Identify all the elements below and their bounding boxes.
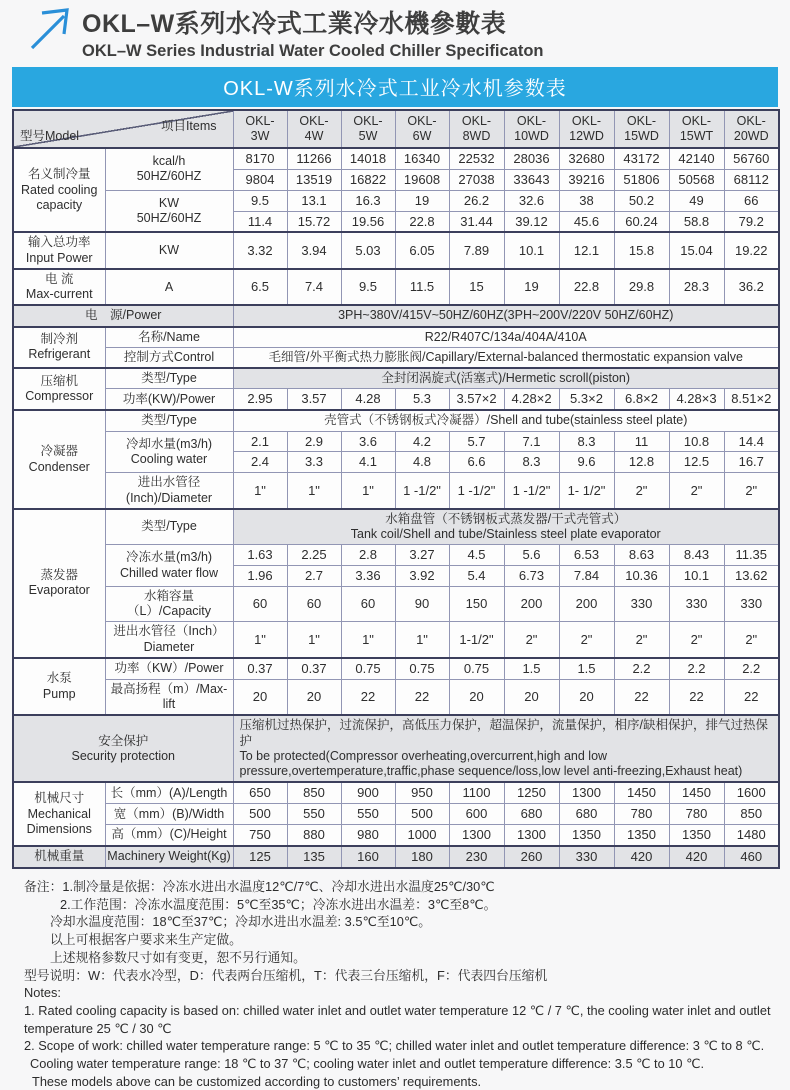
model-header-row xyxy=(13,110,779,148)
value-cell: 2" xyxy=(614,622,669,658)
value-cell: 13.62 xyxy=(724,566,779,587)
value-cell: 1350 xyxy=(614,825,669,846)
span-value-cell: 壳管式（不锈钢板式冷凝器）/Shell and tube(stainless steel plate) xyxy=(233,410,779,431)
value-cell: 3.6 xyxy=(341,431,395,452)
value-cell: 39.12 xyxy=(504,211,559,232)
value-cell: 3.32 xyxy=(233,232,287,269)
note-line: 型号说明：W：代表水冷型，D：代表两台压缩机，T：代表三台压缩机，F：代表四台压缩机 xyxy=(24,967,548,983)
value-cell: 16.3 xyxy=(341,190,395,211)
value-cell: 22 xyxy=(341,679,395,715)
value-cell: 60 xyxy=(341,586,395,622)
value-cell: 1480 xyxy=(724,825,779,846)
table-row xyxy=(13,368,779,389)
value-cell: 20 xyxy=(449,679,504,715)
value-cell: 16.7 xyxy=(724,452,779,473)
value-cell: 3.36 xyxy=(341,566,395,587)
value-cell: 11 xyxy=(614,431,669,452)
table-row xyxy=(13,327,779,348)
value-cell: 750 xyxy=(233,825,287,846)
spec-table xyxy=(12,109,780,869)
group-label-cell: 电 流 Max-current xyxy=(13,269,105,306)
value-cell: 1" xyxy=(341,622,395,658)
value-cell: 33643 xyxy=(504,169,559,190)
value-cell: 22 xyxy=(614,679,669,715)
table-row xyxy=(13,545,779,566)
value-cell: 43172 xyxy=(614,148,669,169)
value-cell: 28.3 xyxy=(669,269,724,306)
value-cell: 1 -1/2" xyxy=(449,473,504,509)
value-cell: 3.3 xyxy=(287,452,341,473)
value-cell: 500 xyxy=(395,804,449,825)
value-cell: 9.5 xyxy=(341,269,395,306)
table-row xyxy=(13,622,779,658)
value-cell: 1450 xyxy=(614,782,669,803)
group-label-cell: 压缩机 Compressor xyxy=(13,368,105,410)
value-cell: 68112 xyxy=(724,169,779,190)
value-cell: 39216 xyxy=(559,169,614,190)
note-line: 备注：1.制冷量是依据：冷冻水进出水温度12℃/7℃、冷却水进出水温度25℃/30℃ xyxy=(24,878,495,894)
value-cell: 60 xyxy=(287,586,341,622)
value-cell: 1- 1/2" xyxy=(559,473,614,509)
item-label-cell: KW 50HZ/60HZ xyxy=(105,190,233,232)
value-cell: 150 xyxy=(449,586,504,622)
item-label-cell: A xyxy=(105,269,233,306)
value-cell: 4.28 xyxy=(341,389,395,410)
value-cell: 31.44 xyxy=(449,211,504,232)
item-label-cell: 冷冻水量(m3/h) Chilled water flow xyxy=(105,545,233,587)
value-cell: 5.03 xyxy=(341,232,395,269)
span-value-cell: 水箱盘管（不锈钢板式蒸发器/干式壳管式） Tank coil/Shell and tube/Stainless steel plate evaporator xyxy=(233,509,779,545)
value-cell: 1350 xyxy=(559,825,614,846)
value-cell: 19.56 xyxy=(341,211,395,232)
model-header-cell: OKL- 15WD xyxy=(614,110,669,148)
notes-section xyxy=(24,878,790,1090)
value-cell: 15.04 xyxy=(669,232,724,269)
value-cell: 8.3 xyxy=(559,431,614,452)
value-cell: 4.28×3 xyxy=(669,389,724,410)
value-cell: 2.8 xyxy=(341,545,395,566)
value-cell: 11.5 xyxy=(395,269,449,306)
model-header-cell: OKL- 8WD xyxy=(449,110,504,148)
model-axis-label: 型号Model xyxy=(20,128,80,143)
value-cell: 14.4 xyxy=(724,431,779,452)
value-cell: 460 xyxy=(724,846,779,868)
value-cell: 2" xyxy=(559,622,614,658)
item-label-cell: 冷却水量(m3/h) Cooling water xyxy=(105,431,233,473)
value-cell: 1350 xyxy=(669,825,724,846)
value-cell: 3.92 xyxy=(395,566,449,587)
value-cell: 7.4 xyxy=(287,269,341,306)
value-cell: 19.22 xyxy=(724,232,779,269)
value-cell: 79.2 xyxy=(724,211,779,232)
value-cell: 6.5 xyxy=(233,269,287,306)
value-cell: 600 xyxy=(449,804,504,825)
value-cell: 14018 xyxy=(341,148,395,169)
value-cell: 50568 xyxy=(669,169,724,190)
value-cell: 13.1 xyxy=(287,190,341,211)
value-cell: 66 xyxy=(724,190,779,211)
value-cell: 1300 xyxy=(449,825,504,846)
table-row xyxy=(13,269,779,306)
page-subtitle: OKL–W Series Industrial Water Cooled Chiller Specificaton xyxy=(82,42,544,60)
value-cell: 0.75 xyxy=(395,658,449,679)
value-cell: 4.28×2 xyxy=(504,389,559,410)
note-line: 以上可根据客户要求来生产定做。 xyxy=(50,932,242,948)
group-label-cell: 蒸发器 Evaporator xyxy=(13,509,105,658)
span-value-cell: 全封闭涡旋式(活塞式)/Hermetic scroll(piston) xyxy=(233,368,779,389)
value-cell: 0.75 xyxy=(341,658,395,679)
value-cell: 22 xyxy=(724,679,779,715)
model-header-cell: OKL- 5W xyxy=(341,110,395,148)
value-cell: 1 -1/2" xyxy=(395,473,449,509)
item-label-cell: 最高扬程（m）/Max-lift xyxy=(105,679,233,715)
value-cell: 850 xyxy=(287,782,341,803)
table-row xyxy=(13,232,779,269)
value-cell: 1450 xyxy=(669,782,724,803)
value-cell: 1-1/2" xyxy=(449,622,504,658)
value-cell: 1000 xyxy=(395,825,449,846)
value-cell: 2.95 xyxy=(233,389,287,410)
value-cell: 4.2 xyxy=(395,431,449,452)
value-cell: 22 xyxy=(395,679,449,715)
model-header-cell: OKL- 20WD xyxy=(724,110,779,148)
value-cell: 6.8×2 xyxy=(614,389,669,410)
group-label-cell: 水泵 Pump xyxy=(13,658,105,715)
value-cell: 11266 xyxy=(287,148,341,169)
note-line: 2.工作范围：冷冻水温度范围：5℃至35℃；冷冻水进出水温差：3℃至8℃。 xyxy=(60,896,497,912)
value-cell: 2.2 xyxy=(669,658,724,679)
group-label-cell: 机械重量 xyxy=(13,846,105,868)
table-row xyxy=(13,389,779,410)
page-title: OKL–W系列水冷式工業冷水機參數表 xyxy=(82,10,507,38)
item-label-cell: 类型/Type xyxy=(105,410,233,431)
value-cell: 9804 xyxy=(233,169,287,190)
table-row xyxy=(13,679,779,715)
model-header-cell: OKL- 10WD xyxy=(504,110,559,148)
value-cell: 0.37 xyxy=(287,658,341,679)
page-titles xyxy=(82,4,543,61)
value-cell: 550 xyxy=(341,804,395,825)
value-cell: 1.96 xyxy=(233,566,287,587)
value-cell: 2.25 xyxy=(287,545,341,566)
value-cell: 5.3 xyxy=(395,389,449,410)
value-cell: 1" xyxy=(341,473,395,509)
item-label-cell: KW xyxy=(105,232,233,269)
logo-arrow-icon xyxy=(26,4,78,54)
table-row xyxy=(13,782,779,803)
table-row xyxy=(13,410,779,431)
value-cell: 3.57 xyxy=(287,389,341,410)
value-cell: 1600 xyxy=(724,782,779,803)
note-line: Cooling water temperature range: 18 ℃ to 37 ℃; cooling water inlet and outlet temperature difference: 3.5 ℃ to 10 ℃. xyxy=(30,1056,705,1072)
value-cell: 7.84 xyxy=(559,566,614,587)
value-cell: 160 xyxy=(341,846,395,868)
table-row xyxy=(13,347,779,368)
note-line: 冷却水温度范围：18℃至37℃；冷却水进出水温差: 3.5℃至10℃。 xyxy=(50,914,432,930)
value-cell: 10.1 xyxy=(504,232,559,269)
value-cell: 15.72 xyxy=(287,211,341,232)
table-row xyxy=(13,509,779,545)
value-cell: 2.7 xyxy=(287,566,341,587)
value-cell: 9.5 xyxy=(233,190,287,211)
item-label-cell: 高（mm）(C)/Height xyxy=(105,825,233,846)
value-cell: 36.2 xyxy=(724,269,779,306)
value-cell: 330 xyxy=(724,586,779,622)
item-label-cell: kcal/h 50HZ/60HZ xyxy=(105,148,233,190)
value-cell: 29.8 xyxy=(614,269,669,306)
value-cell: 22.8 xyxy=(559,269,614,306)
value-cell: 10.1 xyxy=(669,566,724,587)
model-header-cell: OKL- 15WT xyxy=(669,110,724,148)
value-cell: 2" xyxy=(669,622,724,658)
value-cell: 200 xyxy=(559,586,614,622)
value-cell: 6.6 xyxy=(449,452,504,473)
table-row xyxy=(13,431,779,452)
value-cell: 20 xyxy=(233,679,287,715)
group-label-cell: 名义制冷量 Rated cooling capacity xyxy=(13,148,105,232)
value-cell: 330 xyxy=(614,586,669,622)
value-cell: 260 xyxy=(504,846,559,868)
value-cell: 20 xyxy=(559,679,614,715)
value-cell: 6.53 xyxy=(559,545,614,566)
item-label-cell: 进出水管径（Inch） Diameter xyxy=(105,622,233,658)
value-cell: 8.43 xyxy=(669,545,724,566)
value-cell: 45.6 xyxy=(559,211,614,232)
value-cell: 1" xyxy=(395,622,449,658)
table-row xyxy=(13,846,779,868)
value-cell: 2" xyxy=(669,473,724,509)
value-cell: 330 xyxy=(669,586,724,622)
value-cell: 780 xyxy=(669,804,724,825)
value-cell: 20 xyxy=(504,679,559,715)
table-row xyxy=(13,586,779,622)
item-label-cell: 类型/Type xyxy=(105,368,233,389)
item-label-cell: Machinery Weight(Kg) xyxy=(105,846,233,868)
spec-table-body xyxy=(13,110,779,868)
value-cell: 15 xyxy=(449,269,504,306)
value-cell: 2" xyxy=(724,622,779,658)
value-cell: 28036 xyxy=(504,148,559,169)
value-cell: 11.4 xyxy=(233,211,287,232)
value-cell: 56760 xyxy=(724,148,779,169)
value-cell: 200 xyxy=(504,586,559,622)
page-header xyxy=(0,0,790,67)
value-cell: 50.2 xyxy=(614,190,669,211)
value-cell: 950 xyxy=(395,782,449,803)
value-cell: 0.75 xyxy=(449,658,504,679)
value-cell: 0.37 xyxy=(233,658,287,679)
value-cell: 2.9 xyxy=(287,431,341,452)
group-label-cell: 输入总功率 Input Power xyxy=(13,232,105,269)
value-cell: 1" xyxy=(287,622,341,658)
table-row xyxy=(13,804,779,825)
value-cell: 980 xyxy=(341,825,395,846)
item-label-cell: 水箱容量（L）/Capacity xyxy=(105,586,233,622)
value-cell: 49 xyxy=(669,190,724,211)
note-line: 上述规格参数尺寸如有变更，恕不另行通知。 xyxy=(50,949,306,965)
value-cell: 1 -1/2" xyxy=(504,473,559,509)
value-cell: 16822 xyxy=(341,169,395,190)
value-cell: 26.2 xyxy=(449,190,504,211)
value-cell: 19 xyxy=(395,190,449,211)
merged-label-cell: 电 源/Power xyxy=(13,305,233,326)
value-cell: 550 xyxy=(287,804,341,825)
note-line: 2. Scope of work: chilled water temperature range: 5 ℃ to 35 ℃; chilled water inlet and outlet temperature difference: 3 ℃ to 8 ℃. xyxy=(24,1038,765,1054)
items-axis-label: 项目Items xyxy=(160,119,217,133)
value-cell: 125 xyxy=(233,846,287,868)
value-cell: 20 xyxy=(287,679,341,715)
span-value-cell: 毛细管/外平衡式热力膨胀阀/Capillary/External-balanced thermostatic expansion valve xyxy=(233,347,779,368)
table-row xyxy=(13,658,779,679)
value-cell: 5.4 xyxy=(449,566,504,587)
table-row xyxy=(13,148,779,169)
table-row xyxy=(13,825,779,846)
value-cell: 12.5 xyxy=(669,452,724,473)
value-cell: 1" xyxy=(233,473,287,509)
group-label-cell: 冷凝器 Condenser xyxy=(13,410,105,508)
table-title-bar: OKL-W系列水冷式工业冷水机参数表 xyxy=(12,67,778,107)
value-cell: 1.63 xyxy=(233,545,287,566)
value-cell: 1" xyxy=(233,622,287,658)
value-cell: 1300 xyxy=(559,782,614,803)
value-cell: 15.8 xyxy=(614,232,669,269)
value-cell: 2.2 xyxy=(614,658,669,679)
value-cell: 4.5 xyxy=(449,545,504,566)
value-cell: 32.6 xyxy=(504,190,559,211)
item-label-cell: 功率（KW）/Power xyxy=(105,658,233,679)
table-row xyxy=(13,473,779,509)
item-label-cell: 宽（mm）(B)/Width xyxy=(105,804,233,825)
value-cell: 11.35 xyxy=(724,545,779,566)
note-line: These models above can be customized according to customers’ requirements. xyxy=(32,1073,482,1089)
value-cell: 90 xyxy=(395,586,449,622)
note-line: Notes: xyxy=(24,985,61,1001)
value-cell: 5.3×2 xyxy=(559,389,614,410)
value-cell: 8.63 xyxy=(614,545,669,566)
value-cell: 5.7 xyxy=(449,431,504,452)
spec-table-wrap xyxy=(12,67,778,869)
value-cell: 3.94 xyxy=(287,232,341,269)
note-line: 1. Rated cooling capacity is based on: chilled water inlet and outlet water temperature 12 ℃ / 7 ℃, the cooling water inlet and outlet xyxy=(24,1003,771,1018)
value-cell: 680 xyxy=(559,804,614,825)
value-cell: 8.51×2 xyxy=(724,389,779,410)
value-cell: 22.8 xyxy=(395,211,449,232)
value-cell: 180 xyxy=(395,846,449,868)
value-cell: 1.5 xyxy=(559,658,614,679)
value-cell: 3.27 xyxy=(395,545,449,566)
item-label-cell: 功率(KW)/Power xyxy=(105,389,233,410)
value-cell: 135 xyxy=(287,846,341,868)
model-header-cell: OKL- 4W xyxy=(287,110,341,148)
value-cell: 2" xyxy=(614,473,669,509)
value-cell: 780 xyxy=(614,804,669,825)
value-cell: 2.2 xyxy=(724,658,779,679)
span-value-cell: R22/R407C/134a/404A/410A xyxy=(233,327,779,348)
span-value-cell: 压缩机过热保护，过流保护，高低压力保护，超温保护，流量保护，相序/缺相保护，排气过热保护 To be protected(Compressor overheating,overcurrent,high and low pressure,overtemperature,traffic,phase sequence/loss,low level anti-freezing,Exhaust heat) xyxy=(233,715,779,782)
value-cell: 58.8 xyxy=(669,211,724,232)
value-cell: 42140 xyxy=(669,148,724,169)
value-cell: 22532 xyxy=(449,148,504,169)
value-cell: 3.57×2 xyxy=(449,389,504,410)
value-cell: 4.8 xyxy=(395,452,449,473)
value-cell: 2.4 xyxy=(233,452,287,473)
value-cell: 51806 xyxy=(614,169,669,190)
value-cell: 13519 xyxy=(287,169,341,190)
value-cell: 680 xyxy=(504,804,559,825)
value-cell: 6.73 xyxy=(504,566,559,587)
item-label-cell: 名称/Name xyxy=(105,327,233,348)
value-cell: 2" xyxy=(724,473,779,509)
value-cell: 2.1 xyxy=(233,431,287,452)
value-cell: 8170 xyxy=(233,148,287,169)
value-cell: 1100 xyxy=(449,782,504,803)
table-row xyxy=(13,305,779,326)
merged-label-cell: 安全保护 Security protection xyxy=(13,715,233,782)
value-cell: 16340 xyxy=(395,148,449,169)
value-cell: 10.8 xyxy=(669,431,724,452)
value-cell: 230 xyxy=(449,846,504,868)
value-cell: 330 xyxy=(559,846,614,868)
item-label-cell: 控制方式Control xyxy=(105,347,233,368)
model-header-cell: OKL- 3W xyxy=(233,110,287,148)
item-label-cell: 进出水管径 (Inch)/Diameter xyxy=(105,473,233,509)
value-cell: 850 xyxy=(724,804,779,825)
value-cell: 4.1 xyxy=(341,452,395,473)
value-cell: 32680 xyxy=(559,148,614,169)
item-label-cell: 长（mm）(A)/Length xyxy=(105,782,233,803)
value-cell: 1300 xyxy=(504,825,559,846)
item-label-cell: 类型/Type xyxy=(105,509,233,545)
value-cell: 10.36 xyxy=(614,566,669,587)
span-value-cell: 3PH~380V/415V~50HZ/60HZ(3PH~200V/220V 50HZ/60HZ) xyxy=(233,305,779,326)
corner-header-cell xyxy=(13,110,233,148)
value-cell: 38 xyxy=(559,190,614,211)
table-row xyxy=(13,715,779,782)
group-label-cell: 机械尺寸 Mechanical Dimensions xyxy=(13,782,105,846)
value-cell: 60.24 xyxy=(614,211,669,232)
value-cell: 500 xyxy=(233,804,287,825)
value-cell: 27038 xyxy=(449,169,504,190)
value-cell: 8.3 xyxy=(504,452,559,473)
model-header-cell: OKL- 12WD xyxy=(559,110,614,148)
value-cell: 900 xyxy=(341,782,395,803)
value-cell: 22 xyxy=(669,679,724,715)
value-cell: 5.6 xyxy=(504,545,559,566)
value-cell: 1.5 xyxy=(504,658,559,679)
value-cell: 12.1 xyxy=(559,232,614,269)
value-cell: 60 xyxy=(233,586,287,622)
value-cell: 1250 xyxy=(504,782,559,803)
value-cell: 420 xyxy=(669,846,724,868)
value-cell: 7.89 xyxy=(449,232,504,269)
value-cell: 7.1 xyxy=(504,431,559,452)
value-cell: 650 xyxy=(233,782,287,803)
value-cell: 420 xyxy=(614,846,669,868)
model-header-cell: OKL- 6W xyxy=(395,110,449,148)
value-cell: 1" xyxy=(287,473,341,509)
table-row xyxy=(13,190,779,211)
value-cell: 9.6 xyxy=(559,452,614,473)
value-cell: 880 xyxy=(287,825,341,846)
value-cell: 6.05 xyxy=(395,232,449,269)
group-label-cell: 制冷剂 Refrigerant xyxy=(13,327,105,369)
value-cell: 2" xyxy=(504,622,559,658)
value-cell: 19608 xyxy=(395,169,449,190)
note-line: temperature 25 ℃ / 30 ℃ xyxy=(24,1020,172,1036)
value-cell: 19 xyxy=(504,269,559,306)
value-cell: 12.8 xyxy=(614,452,669,473)
